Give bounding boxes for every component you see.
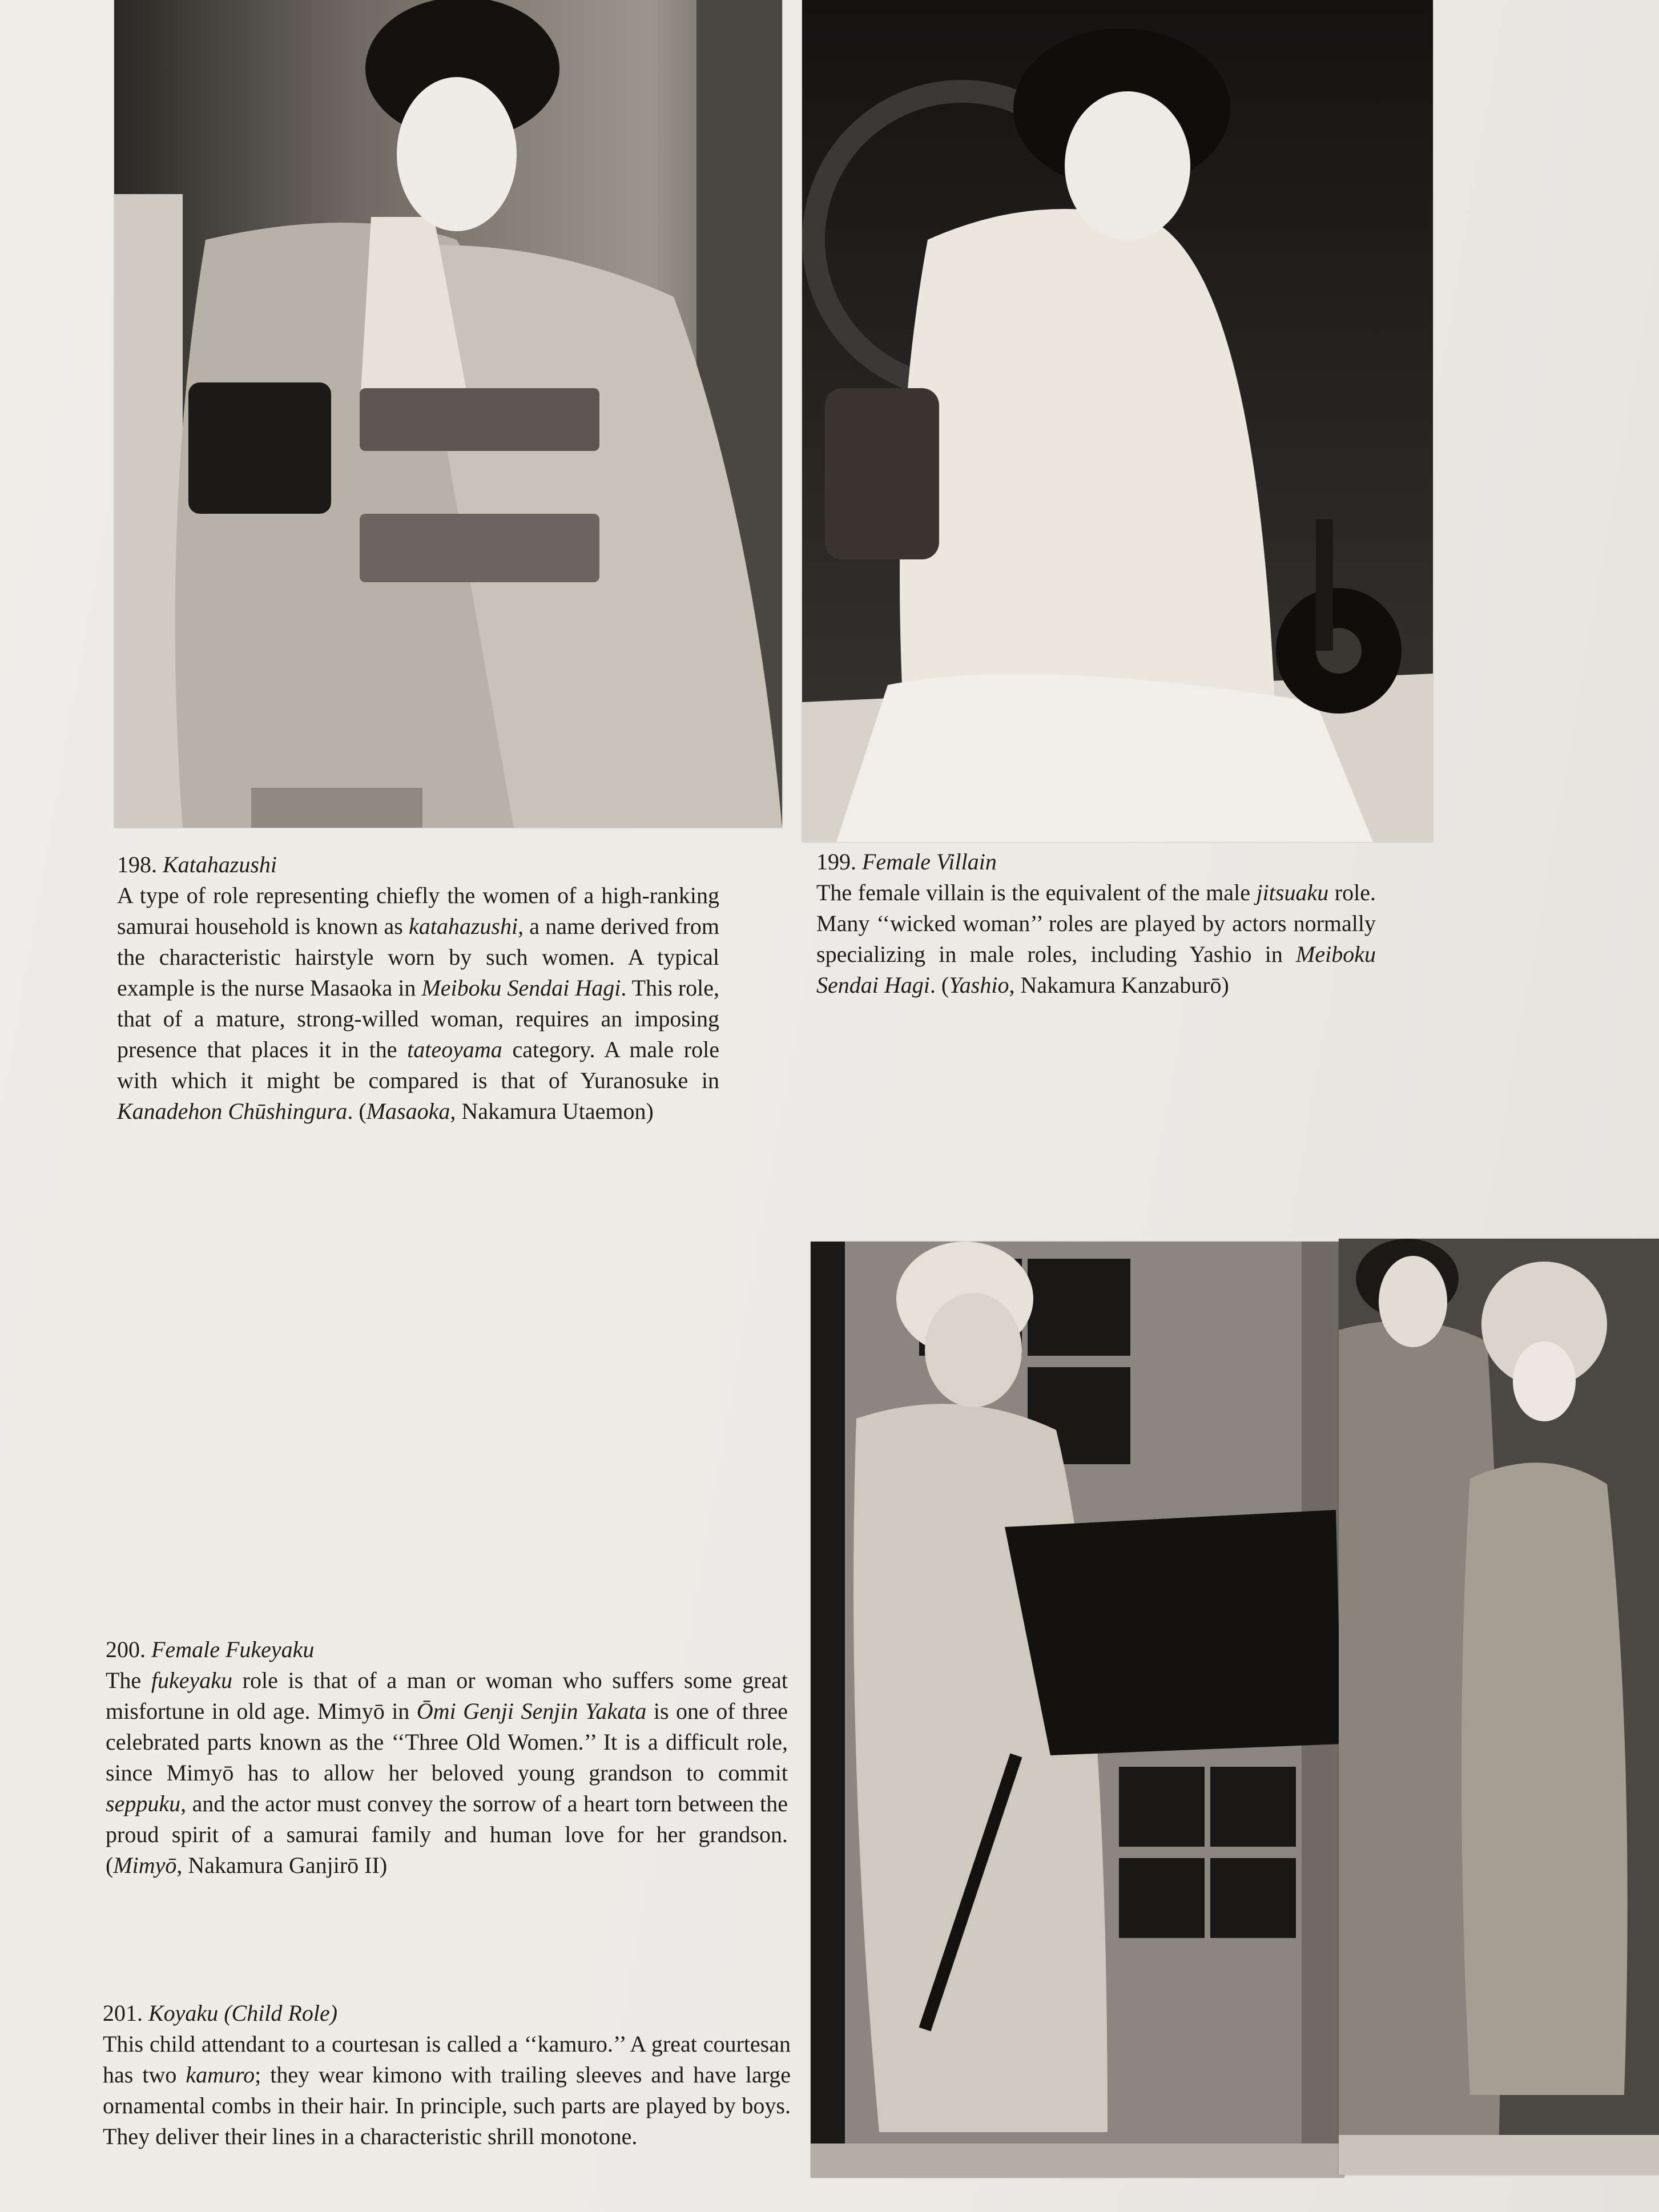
caption-heading: [106, 1634, 788, 1665]
photo-female-fukeyaku: [811, 1242, 1344, 2178]
figure-title: Female Fukeyaku: [151, 1637, 315, 1662]
figure-number: 200.: [106, 1637, 146, 1662]
figure-title: Katahazushi: [163, 852, 277, 877]
caption-heading: [103, 1998, 791, 2029]
caption-heading: [117, 849, 719, 880]
photo-katahazushi: [114, 0, 782, 828]
photo-female-villain: [802, 0, 1433, 842]
caption-198: [117, 849, 719, 1127]
caption-200: [106, 1634, 788, 1881]
caption-201: [103, 1998, 791, 2152]
caption-body: A type of role representing chiefly the women of a high-ranking samurai household is known as katahazushi, a name derived from the characteristic hairstyle worn by such women. A typical example is the nurse Masaoka in Meiboku Sendai Hagi. This role, that of a mature, strong-willed woman, requires an imposing presence that places it in the tateoyama category. A male role with which it might be compared is that of Yuranosuke in Kanadehon Chūshingura. (Masaoka, Nakamura Utaemon): [117, 883, 720, 1124]
figure-title: Female Villain: [862, 849, 997, 875]
caption-199: [816, 847, 1376, 1001]
figure-number: 201.: [103, 2000, 143, 2026]
caption-body: The fukeyaku role is that of a man or woman who suffers some great misfortune in old age. Mimyō in Ōmi Genji Senjin Yakata is one of three celebrated parts known as the ‘‘Three Old Women.’’ It is a difficult role, since Mimyō has to allow her beloved young grandson to commit seppuku, and the actor must convey the sorrow of a heart torn between the proud spirit of a samurai family and human love for her grandson. (Mimyō, Nakamura Ganjirō II): [106, 1667, 788, 1878]
figure-number: 198.: [117, 852, 157, 877]
photo-koyaku-child-role: [1339, 1239, 1659, 2175]
caption-heading: [816, 847, 1376, 877]
caption-body: This child attendant to a courtesan is called a ‘‘kamuro.’’ A great courtesan has two kamuro; they wear kimono with trailing sleeves and have large ornamental combs in their hair. In principle, such parts are played by boys. They deliver their lines in a characteristic shrill monotone.: [103, 2031, 791, 2149]
caption-body: The female villain is the equivalent of the male jitsuaku role. Many ‘‘wicked woman’’ roles are played by actors normally specializing in male roles, including Yashio in Meiboku Sendai Hagi. (Yashio, Nakamura Kanzaburō): [816, 880, 1376, 998]
figure-number: 199.: [816, 849, 856, 875]
figure-title: Koyaku (Child Role): [148, 2000, 338, 2026]
